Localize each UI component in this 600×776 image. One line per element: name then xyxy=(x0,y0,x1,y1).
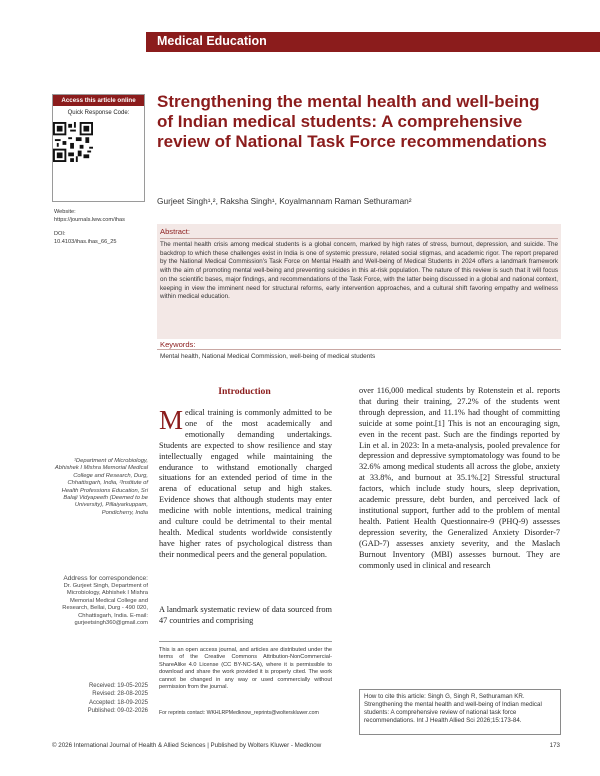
page-footer xyxy=(52,742,560,749)
article-title: Strengthening the mental health and well-being of Indian medical students: A comprehensive review of National Task Force recommendations xyxy=(157,92,547,151)
body-column-2: over 116,000 medical students by Rotenstein et al. reports that during their training, 27.2% of the students went through depression, and 11.1% had thought of committing suicide at some point.[1] This is not an encouraging sign, even in the recent past. Such are the findings reported by Lin et al. in 2023: In a meta-analysis, pooled prevalence for depression and depressive symptomatology was found to be 32.6% among medical students all across the globe, anxiety at 33.8%, and burnout at 35.1%.[2] Stressful structural factors, which include study hours, sleep deprivation, academic pressure, debt burden, and perceived lack of institutional support, further add to the problem of mental health. Patient Health Questionnaire-9 (PHQ-9) assesses depression severity, the Generalized Anxiety Disorder-7 (GAD-7) assesses anxiety severity, and the Maslach Burnout Inventory (MBI) assesses burnout. They are commonly used in clinical and research xyxy=(359,386,560,570)
intro-paragraph-2: A landmark systematic review of data sourced from 47 countries and comprising xyxy=(159,605,332,625)
qr-label: Quick Response Code: xyxy=(67,110,130,116)
intro-heading: Introduction xyxy=(218,386,271,397)
abstract-label: Abstract: xyxy=(160,227,190,236)
drop-cap: M xyxy=(159,405,184,435)
date-received: Received: 19-05-2025 xyxy=(88,683,148,689)
license-text: This is an open access journal, and articles are distributed under the terms of the Creative Commons Attribution-NonCommercial-ShareAlike 4.0 License (CC BY-NC-SA), where it is permissible to download and share the work provided it is properly cited. The work cannot be changed in any way or used commercially without permission from the journal. xyxy=(159,647,332,691)
date-revised: Revised: 28-08-2025 xyxy=(92,691,148,698)
access-box xyxy=(52,94,145,202)
abstract-text: The mental health crisis among medical students is a global concern, marked by high rates of stress, burnout, depression, and suicide. The backdrop to which these challenges exist in India is one of systemic pressure, related social stigmas, and academic rigor. The report prepared by the National Medical Commission's Task Force on Mental Health and Well-being of Medical Students in 2024 offers a landmark framework with the aim of promoting mental well-being and preventing suicides in this at-risk population. The nature of this review is such that it will focus on the scientific bases, major findings, and recommendations of the Task Force, with the latter being discussed in a global and national context, keeping in view the imminent need for structural reforms, early intervention approaches, and a cultural shift favoring empathy and wellness within medical education. xyxy=(160,241,558,301)
correspondence-label: Address for correspondence: xyxy=(63,575,148,582)
doi-label: DOI: xyxy=(54,231,66,237)
section-label: Medical Education xyxy=(157,34,267,48)
license-divider xyxy=(159,641,332,642)
abstract-box xyxy=(157,224,561,339)
section-header xyxy=(146,32,600,52)
doi-link[interactable]: 10.4103/ihas.ihas_66_25 xyxy=(54,239,117,245)
sidebar xyxy=(52,94,145,246)
body-column-1 xyxy=(159,405,332,561)
page-number: 173 xyxy=(549,742,560,749)
author-list: Gurjeet Singh¹,², Raksha Singh¹, Koyalmannam Raman Sethuraman² xyxy=(157,196,412,206)
keywords-label: Keywords: xyxy=(160,340,196,349)
website-link[interactable]: https://journals.lww.com/ihas xyxy=(54,217,125,223)
article-meta xyxy=(52,208,145,246)
citation-box: How to cite this article: Singh G, Singh R, Sethuraman KR. Strengthening the mental health and well-being of Indian medical students: A comprehensive review of national task force recommendations. Int J Health Allied Sci 2026;15:173-84. xyxy=(359,689,561,735)
access-title: Access this article online xyxy=(53,95,144,106)
correspondence xyxy=(52,575,148,627)
qr-code-icon[interactable] xyxy=(53,122,93,162)
keywords-divider xyxy=(157,349,561,350)
date-published: Published: 09-02-2026 xyxy=(87,707,148,714)
article-dates xyxy=(52,682,148,715)
intro-paragraph-1: edical training is commonly admitted to be one of the most academically and emotionally demanding undertakings. Students are expected to show resilience and stay intellectually engaged while maintaining the endurance to withstand emotionally charged situations for an extended period of time in the arena of educational setup and high stakes. Evidence shows that although students may enter medicine with noble intentions, medical training and culture could be detrimental to their mental health. Medical students worldwide consistently have higher rates of psychological distress than their nonmedical peers and the general population. xyxy=(159,408,332,559)
affiliations: ¹Department of Microbiology, Abhishek I Mishra Memorial Medical College and Research, Durg, Chhattisgarh, India, ²Institute of Health Professions Education, Sri Balaji Vidyapeeth (Deemed to be University), Pillaiyarkuppam, Pondicherry, India xyxy=(54,458,148,516)
correspondence-text: Dr. Gurjeet Singh, Department of Microbiology, Abhishek I Mishra Memorial Medical College and Research, Bellai, Durg - 490 020, Chhattisgarh, India. E-mail: gurjeetsingh360@gmail.com xyxy=(62,583,148,627)
reprints-text: For reprints contact: WKHLRPMedknow_reprints@wolterskluwer.com xyxy=(159,710,319,716)
website-label: Website: xyxy=(54,209,76,215)
date-accepted: Accepted: 18-09-2025 xyxy=(88,699,148,706)
keywords-text: Mental health, National Medical Commission, well-being of medical students xyxy=(160,353,376,360)
footer-copyright: © 2026 International Journal of Health & Allied Sciences | Published by Wolters Kluwer - Medknow xyxy=(52,742,322,749)
abstract-divider xyxy=(160,238,558,239)
